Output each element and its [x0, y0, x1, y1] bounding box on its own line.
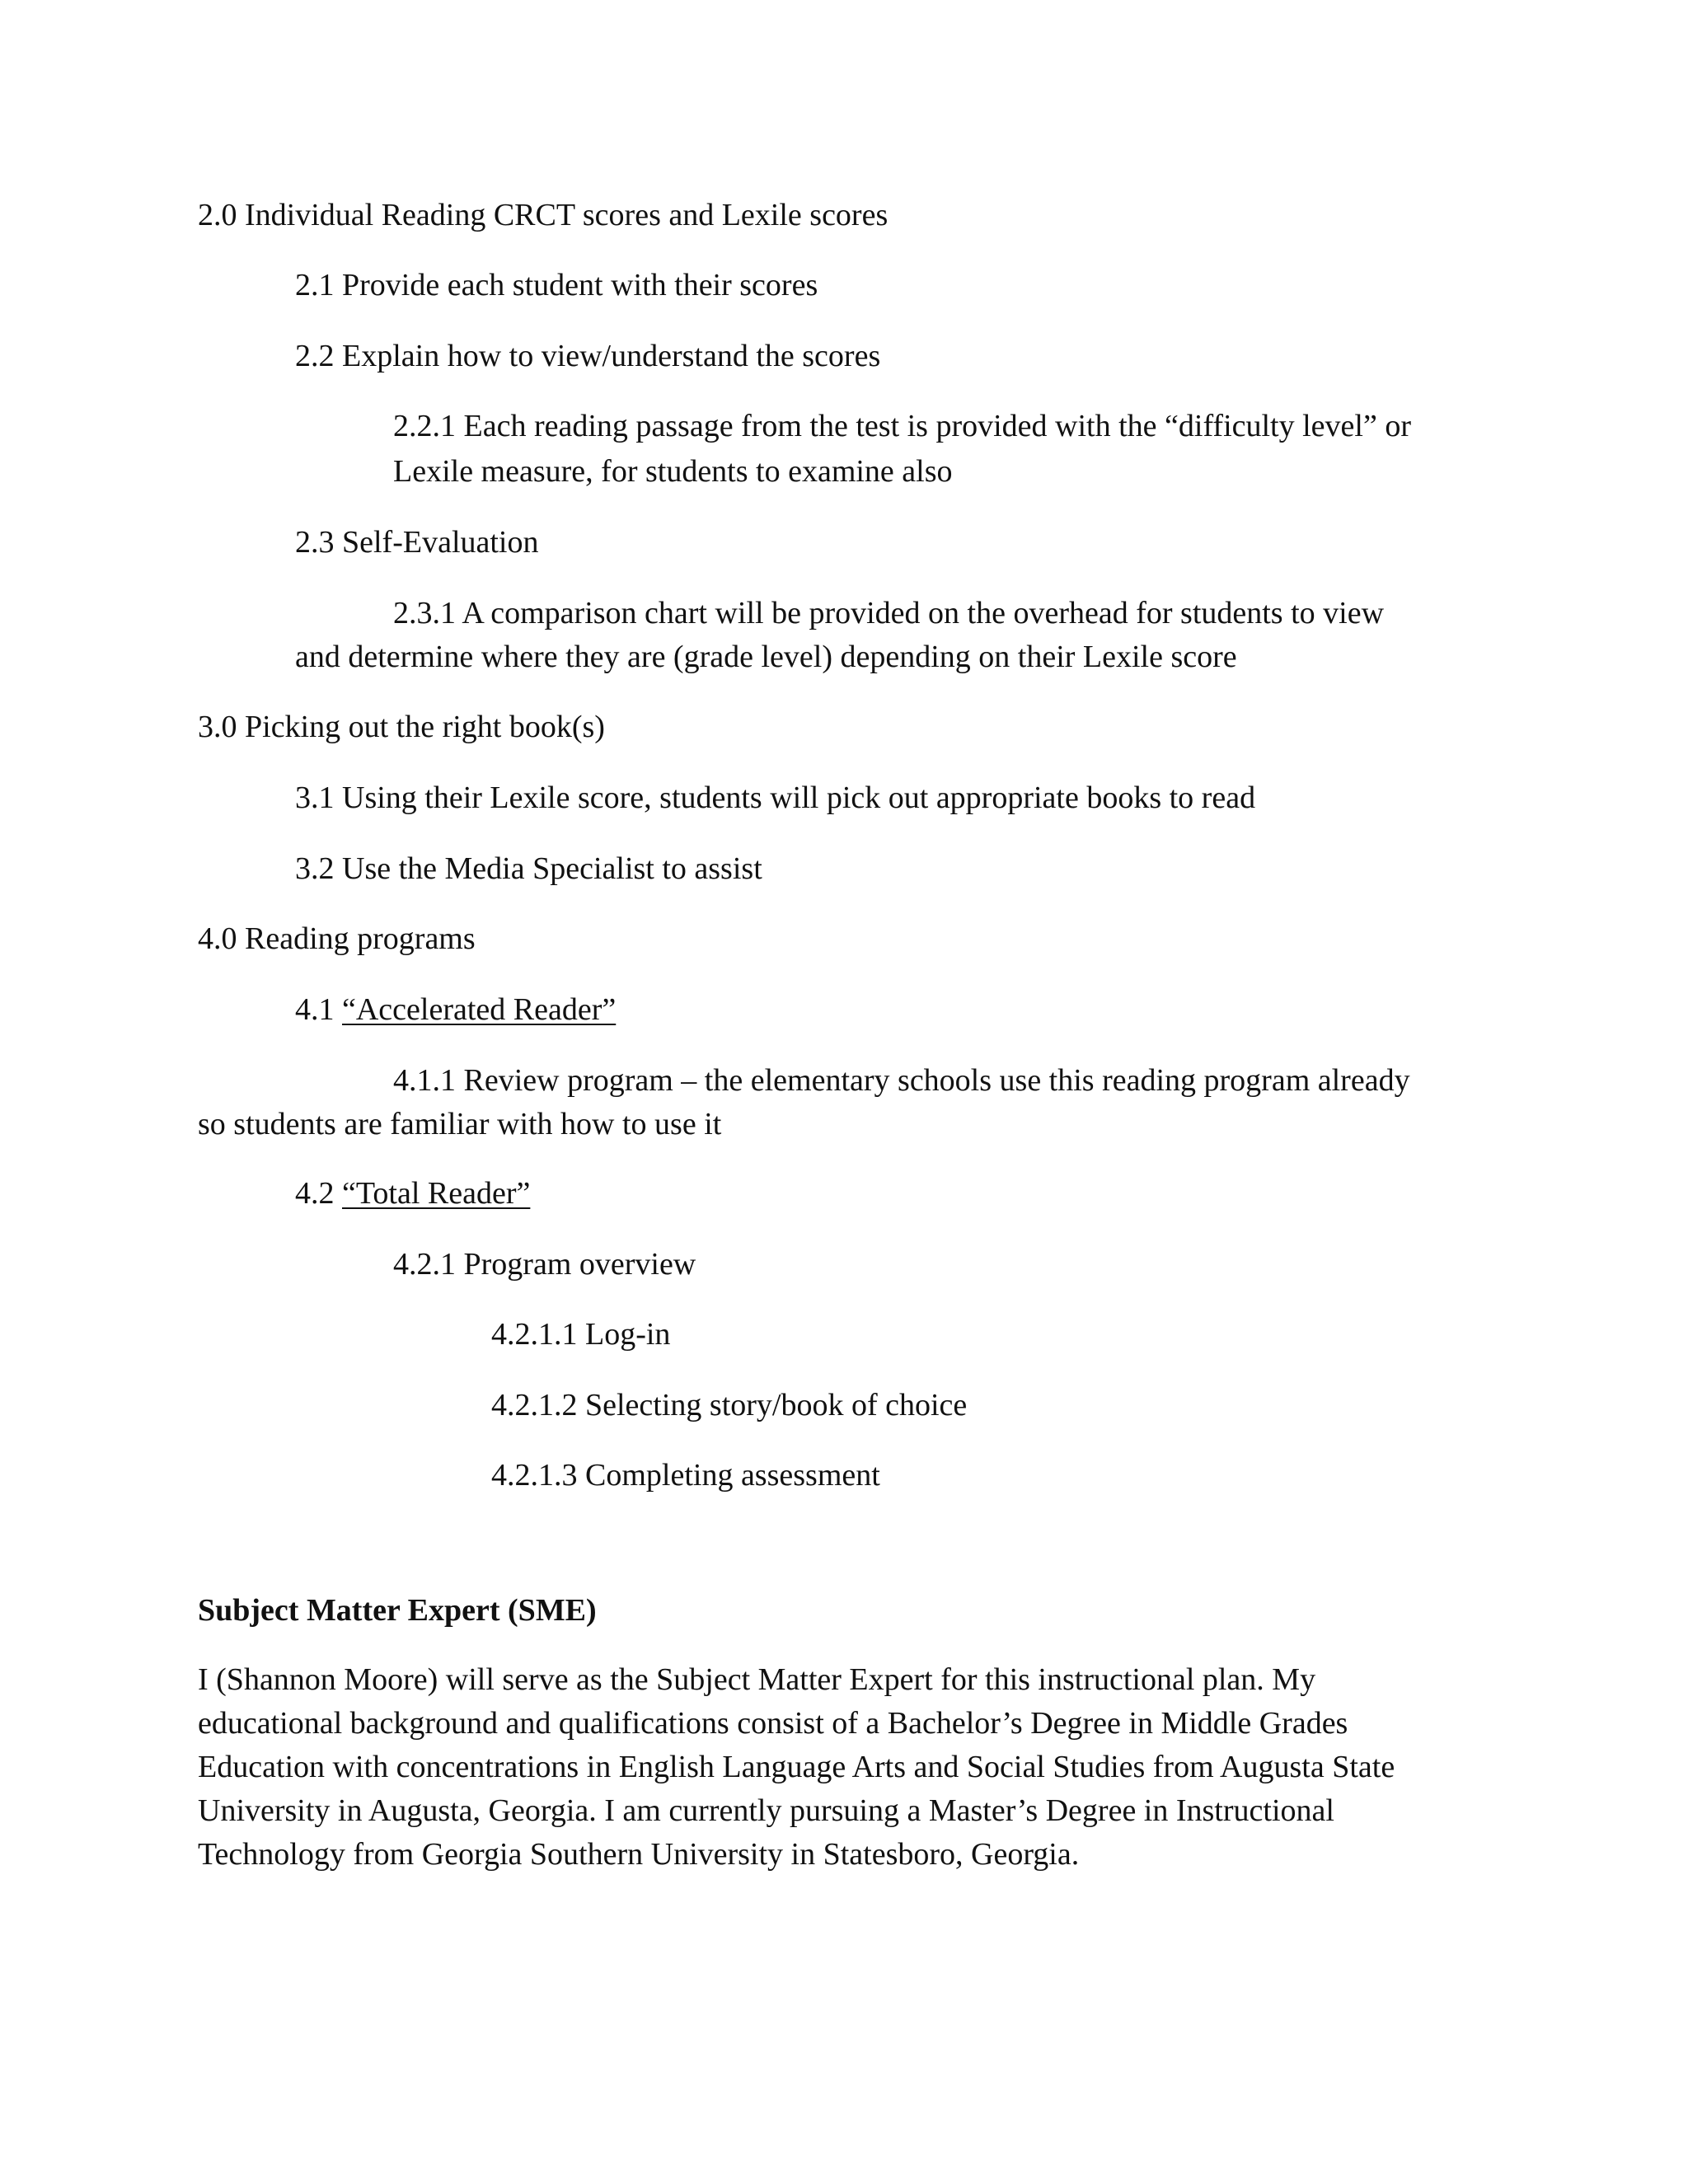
outline-item-4-0: 4.0 Reading programs	[198, 921, 476, 956]
outline-item-4-1	[295, 988, 616, 1031]
program-title-accelerated-reader: “Accelerated Reader”	[342, 992, 617, 1027]
outline-item-4-1-1-line2: so students are familiar with how to use it	[198, 1107, 722, 1141]
outline-item-4-1-1-line1: 4.1.1 Review program – the elementary schools use this reading program already	[393, 1063, 1410, 1098]
outline-item-4-2-1-3: 4.2.1.3 Completing assessment	[491, 1458, 880, 1493]
outline-item-4-2	[295, 1172, 530, 1215]
outline-item-4-2-1-1: 4.2.1.1 Log-in	[491, 1317, 671, 1352]
sme-paragraph-line: Education with concentrations in English Language Arts and Social Studies from Augusta State	[198, 1750, 1395, 1784]
outline-item-4-2-1-2: 4.2.1.2 Selecting story/book of choice	[491, 1388, 968, 1422]
outline-item-2-2-1-line1: 2.2.1 Each reading passage from the test is provided with the “difficulty level” or	[393, 409, 1411, 443]
outline-number-4-1: 4.1	[295, 992, 342, 1027]
sme-paragraph-line: Technology from Georgia Southern University in Statesboro, Georgia.	[198, 1837, 1080, 1872]
program-title-total-reader: “Total Reader”	[342, 1176, 531, 1211]
sme-heading: Subject Matter Expert (SME)	[198, 1593, 597, 1628]
outline-item-2-3-1-line2: and determine where they are (grade level) depending on their Lexile score	[295, 640, 1237, 674]
outline-item-3-0: 3.0 Picking out the right book(s)	[198, 710, 605, 744]
outline-item-2-3-1-line1: 2.3.1 A comparison chart will be provided on the overhead for students to view	[393, 596, 1385, 630]
outline-item-3-2: 3.2 Use the Media Specialist to assist	[295, 851, 762, 886]
outline-number-4-2: 4.2	[295, 1176, 342, 1211]
outline-item-2-2-1-line2: Lexile measure, for students to examine also	[393, 454, 953, 489]
outline-item-2-3: 2.3 Self-Evaluation	[295, 525, 539, 560]
outline-item-2-2: 2.2 Explain how to view/understand the scores	[295, 339, 881, 373]
sme-paragraph-line: educational background and qualifications consist of a Bachelor’s Degree in Middle Grades	[198, 1706, 1348, 1741]
sme-paragraph-line: University in Augusta, Georgia. I am currently pursuing a Master’s Degree in Instructional	[198, 1793, 1334, 1828]
sme-paragraph-line: I (Shannon Moore) will serve as the Subject Matter Expert for this instructional plan. My	[198, 1662, 1316, 1697]
outline-item-4-2-1: 4.2.1 Program overview	[393, 1247, 696, 1282]
outline-item-2-0: 2.0 Individual Reading CRCT scores and Lexile scores	[198, 198, 889, 232]
outline-item-2-1: 2.1 Provide each student with their scores	[295, 268, 818, 302]
outline-item-3-1: 3.1 Using their Lexile score, students will pick out appropriate books to read	[295, 780, 1256, 815]
